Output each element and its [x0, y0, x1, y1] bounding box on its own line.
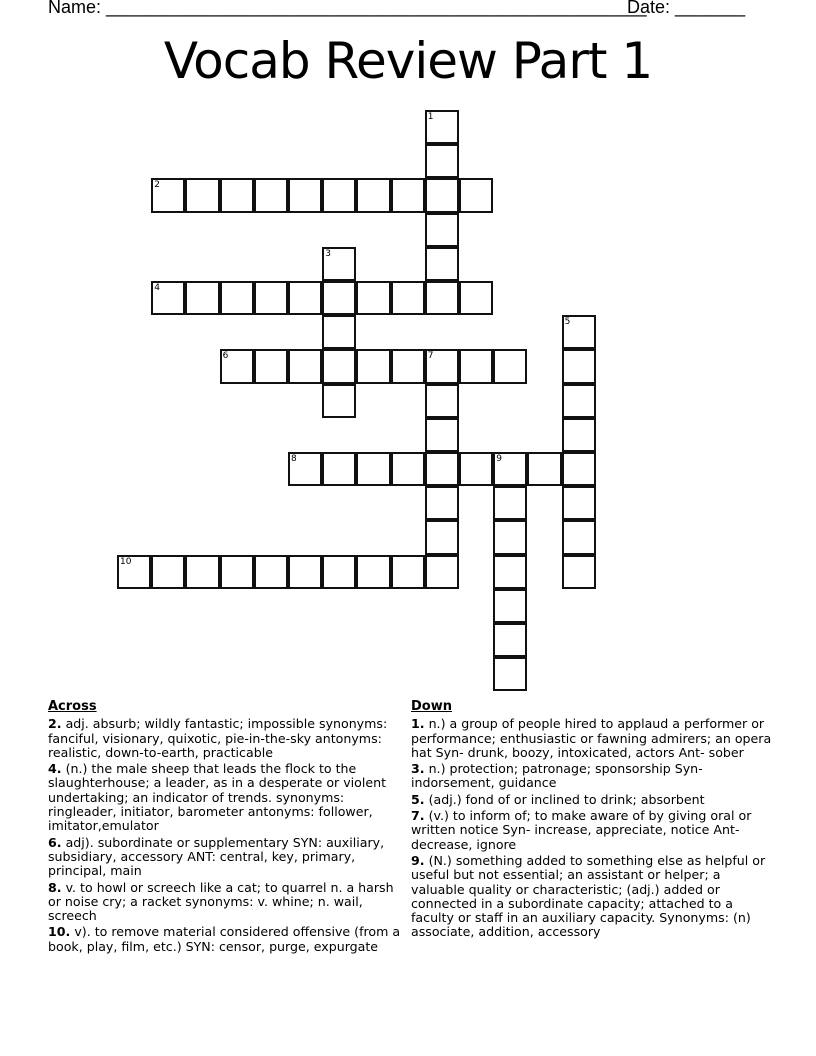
clue-text: v. to howl or screech like a cat; to quarrel n. a harsh or noise cry; a racket synonyms: v. whine; n. wail, screech — [48, 879, 394, 924]
clue-text: (n.) the male sheep that leads the flock to the slaughterhouse; a leader, as in a desperate or violent undertaking; an indicator of trends. synonyms: ringleader, initiator, barometer antonyms: follower, imitator,emulator — [48, 761, 387, 834]
crossword-cell[interactable] — [425, 110, 459, 144]
clue-number-label: 9 — [496, 454, 502, 464]
clue-across-2 — [48, 717, 404, 760]
clue-text: (N.) something added to something else as helpful or useful but not essential; an assistant or helper; a valuable quality or characteristic; (adj.) added or connected in a subordinate capacity; attached to a faculty or staff in an auxiliary capacity. Synonyms: (n) associate, addition, accessory — [411, 852, 766, 940]
crossword-cell[interactable] — [356, 555, 390, 589]
crossword-cell[interactable] — [391, 452, 425, 486]
crossword-cell[interactable] — [288, 349, 322, 383]
crossword-cell[interactable] — [391, 281, 425, 315]
crossword-cell[interactable] — [322, 349, 356, 383]
clue-number: 1. — [411, 716, 425, 732]
page-title: Vocab Review Part 1 — [163, 32, 653, 90]
crossword-cell[interactable] — [185, 178, 219, 212]
clue-text: adj. absurb; wildly fantastic; impossible synonyms: fanciful, visionary, quixotic, pie-in-the-sky antonyms: realistic, down-to-earth, practicable — [48, 716, 388, 760]
clue-number-label: 1 — [427, 112, 434, 122]
across-heading: Across — [48, 699, 97, 714]
crossword-cell[interactable] — [288, 452, 322, 486]
name-field-label[interactable]: Name: ______________________________________________________ — [48, 0, 647, 17]
clue-number: 2. — [48, 716, 62, 732]
clue-across-8 — [48, 881, 404, 924]
crossword-cell[interactable] — [220, 555, 254, 589]
crossword-cell[interactable] — [254, 178, 288, 212]
clue-number: 3. — [411, 761, 425, 777]
crossword-cell[interactable] — [425, 281, 459, 315]
crossword-cell[interactable] — [117, 555, 151, 589]
crossword-cell[interactable] — [254, 349, 288, 383]
clue-number: 4. — [48, 761, 62, 777]
crossword-cell[interactable] — [151, 555, 185, 589]
crossword-cell[interactable] — [527, 452, 561, 486]
crossword-cell[interactable] — [493, 349, 527, 383]
crossword-cell[interactable] — [493, 520, 527, 554]
across-clues — [48, 700, 404, 956]
crossword-cell[interactable] — [322, 384, 356, 418]
crossword-cell[interactable] — [425, 486, 459, 520]
clue-text: v). to remove material considered offensive (from a book, play, film, etc.) SYN: censor, purge, expurgate — [48, 924, 401, 954]
clue-number-label: 6 — [222, 351, 229, 362]
crossword-cell[interactable] — [391, 555, 425, 589]
crossword-cell[interactable] — [288, 281, 322, 315]
clue-number-label: 5 — [564, 317, 571, 328]
clue-text: (v.) to inform of; to make aware of by giving oral or written notice Syn- increase, appreciate, notice Ant- decrease, ignore — [411, 808, 752, 852]
crossword-cell[interactable] — [322, 178, 356, 212]
crossword-cell[interactable] — [322, 315, 356, 349]
down-clues — [411, 700, 773, 942]
crossword-cell[interactable] — [459, 349, 493, 383]
crossword-cell[interactable] — [493, 555, 527, 589]
crossword-cell[interactable] — [425, 349, 459, 383]
crossword-cell[interactable] — [220, 349, 254, 383]
crossword-cell[interactable] — [425, 247, 459, 281]
clue-text: n.) a group of people hired to applaud a performer or performance; enthusiastic or fawning admirers; an opera hat Syn- drunk, boozy, intoxicated, actors Ant- sober — [411, 716, 772, 760]
crossword-cell[interactable] — [356, 281, 390, 315]
clue-down-7 — [411, 809, 773, 852]
crossword-cell[interactable] — [425, 452, 459, 486]
crossword-cell[interactable] — [288, 555, 322, 589]
crossword-cell[interactable] — [425, 520, 459, 554]
crossword-cell[interactable] — [151, 281, 185, 315]
clue-down-9 — [411, 854, 773, 940]
clue-down-3 — [411, 762, 773, 791]
crossword-cell[interactable] — [562, 486, 596, 520]
crossword-cell[interactable] — [356, 178, 390, 212]
clue-across-4 — [48, 762, 404, 833]
clue-text: (adj.) fond of or inclined to drink; absorbent — [428, 791, 705, 807]
clue-number-label: 10 — [120, 556, 132, 567]
clue-number: 7. — [411, 808, 425, 824]
crossword-cell[interactable] — [562, 315, 596, 349]
crossword-cell[interactable] — [425, 555, 459, 589]
crossword-cell[interactable] — [425, 213, 459, 247]
clue-down-1 — [411, 717, 773, 760]
clue-number: 5. — [411, 791, 425, 807]
crossword-cell[interactable] — [425, 178, 459, 212]
crossword-cell[interactable] — [356, 349, 390, 383]
crossword-cell[interactable] — [220, 178, 254, 212]
clue-down-5 — [411, 793, 773, 807]
crossword-cell[interactable] — [185, 555, 219, 589]
crossword-cell[interactable] — [220, 281, 254, 315]
clue-across-6 — [48, 836, 404, 879]
crossword-cell[interactable] — [493, 486, 527, 520]
clue-text: n.) protection; patronage; sponsorship Syn- indorsement, guidance — [411, 761, 703, 791]
crossword-cell[interactable] — [493, 589, 527, 623]
clue-across-10 — [48, 925, 404, 954]
crossword-cell[interactable] — [185, 281, 219, 315]
clue-text: adj). subordinate or supplementary SYN: auxiliary, subsidiary, accessory ANT: central, key, primary, principal, main — [48, 834, 385, 879]
clue-number-label: 7 — [427, 351, 434, 362]
crossword-cell[interactable] — [562, 384, 596, 418]
crossword-cell[interactable] — [356, 452, 390, 486]
crossword-cell[interactable] — [425, 418, 459, 452]
crossword-cell[interactable] — [322, 247, 356, 281]
crossword-cell[interactable] — [254, 555, 288, 589]
crossword-cell[interactable] — [459, 452, 493, 486]
crossword-cell[interactable] — [151, 178, 185, 212]
crossword-cell[interactable] — [562, 349, 596, 383]
clue-number-label: 4 — [154, 283, 160, 293]
crossword-cell[interactable] — [254, 281, 288, 315]
crossword-cell[interactable] — [459, 178, 493, 212]
down-heading: Down — [411, 699, 452, 714]
crossword-cell[interactable] — [493, 623, 527, 657]
clue-number-label: 3 — [325, 248, 331, 259]
clue-number-label: 8 — [291, 454, 297, 464]
crossword-cell[interactable] — [322, 281, 356, 315]
date-field-label[interactable]: Date: _______ — [627, 0, 746, 17]
crossword-cell[interactable] — [391, 178, 425, 212]
crossword-cell[interactable] — [322, 452, 356, 486]
crossword-cell[interactable] — [493, 657, 527, 691]
crossword-cell[interactable] — [425, 384, 459, 418]
crossword-cell[interactable] — [322, 555, 356, 589]
crossword-cell[interactable] — [562, 418, 596, 452]
crossword-cell[interactable] — [562, 555, 596, 589]
crossword-cell[interactable] — [459, 281, 493, 315]
clue-number: 6. — [48, 834, 62, 850]
clue-number: 8. — [48, 879, 62, 895]
crossword-cell[interactable] — [562, 452, 596, 486]
crossword-cell[interactable] — [425, 144, 459, 178]
clue-number: 10. — [48, 924, 71, 940]
crossword-cell[interactable] — [493, 452, 527, 486]
crossword-cell[interactable] — [562, 520, 596, 554]
clue-number-label: 2 — [154, 180, 160, 191]
crossword-cell[interactable] — [288, 178, 322, 212]
crossword-cell[interactable] — [391, 349, 425, 383]
clue-number: 9. — [411, 852, 425, 868]
